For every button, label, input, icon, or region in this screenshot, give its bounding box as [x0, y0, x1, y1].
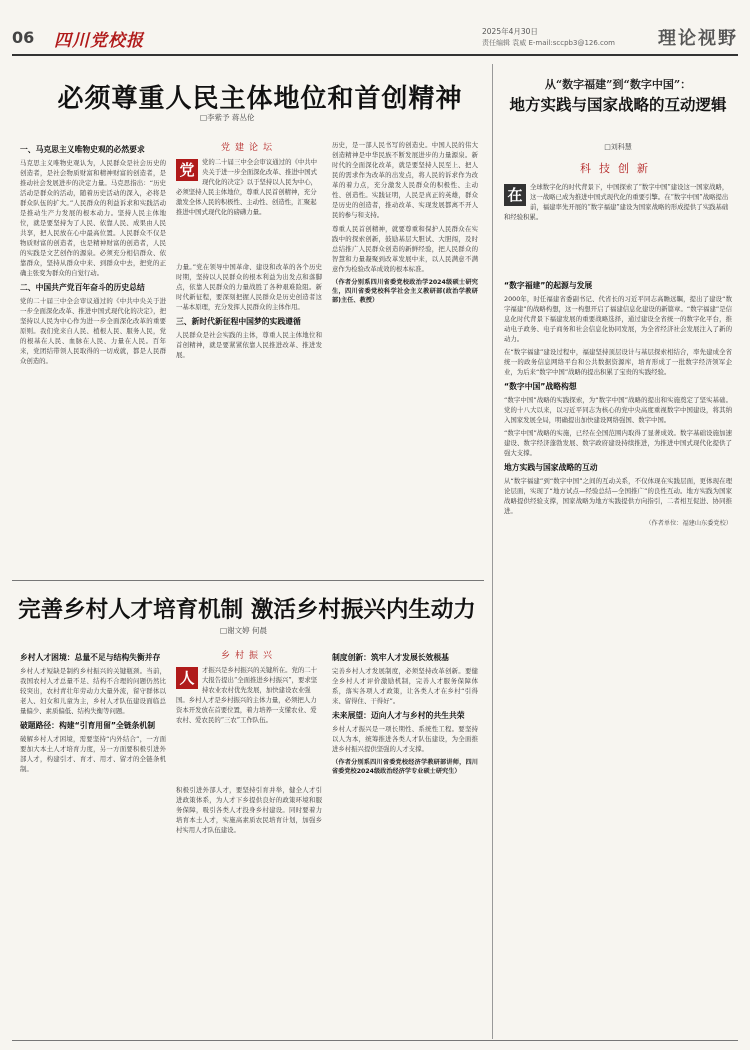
- editor-info: 责任编辑 袁威 E-mail:sccpb3@126.com: [482, 39, 615, 47]
- article1-col3-text: 历史，是一部人民书写的创造史。中国人民的伟大创造精神是中华民族不断发展进步的力量源泉。新时代的全面深化改革，就是要坚持人民至上、把人民的需求作为改革的出发点，将人民的诉求作为改革的着力点，充分激发人民群众的积极性、主动性、创造性。实践证明，人民是真正的英雄，群众是历史的创造者，推动改革、实现发展都离不开人民的参与和支持。: [332, 141, 478, 219]
- article1-col2-text: 力量。”党在领导中国革命、建设和改革的各个历史时期，坚持以人民群众的根本利益为出发点和落脚点，依靠人民群众的力量战胜了各种艰难险阻。新时代新征程，要深刻把握人民群众是历史创造者这一基本原理，充分发挥人民群众的主体作用。: [176, 263, 322, 311]
- sidebar-column-label-wrap: [504, 160, 732, 180]
- article2-sub1: 乡村人才困境：总量不足与结构失衡并存: [20, 653, 161, 662]
- article1-col1: [20, 140, 166, 366]
- paper-logo: 四川党校报: [54, 31, 144, 51]
- article2-col1b-text: 破解乡村人才困境，需要坚持“内外结合”，一方面要加大本土人才培育力度，另一方面要积极引进外部人才，构建引才、育才、用才、留才的全链条机制。: [20, 735, 166, 773]
- article1-col1b-text: 党的二十届三中全会审议通过的《中共中央关于进一步全面深化改革、推进中国式现代化的决定》，把坚持以人民为中心作为进一步全面深化改革的重要原则。我们党来自人民、植根人民、服务人民，党的根基在人民、血脉在人民、力量在人民。百年来，党团结带领人民取得的一切成就，都是人民群众创造的。: [20, 297, 166, 365]
- article2-col3b-text: 乡村人才振兴是一项长期性、系统性工程。要坚持以人为本，统筹推进各类人才队伍建设，为全面推进乡村振兴提供坚强的人才支撑。: [332, 725, 478, 753]
- article2-byline: □谢文婷 何晨: [220, 626, 267, 635]
- article2-sub3: 制度创新：筑牢人才发展长效根基: [332, 653, 449, 662]
- article1-sub1: 一、马克思主义唯物史观的必然要求: [20, 145, 145, 154]
- article2-col2-text: 积极引进外部人才，要坚持引育并举，健全人才引进政策体系，为人才下乡提供良好的政策环境和服务保障，吸引各类人才投身乡村建设。同时要着力培育本土人才，实施高素质农民培育计划，加强乡村实用人才队伍建设。: [176, 786, 322, 834]
- section-title: 理论视野: [658, 28, 738, 49]
- sidebar-body: [504, 276, 732, 529]
- sidebar-intro: 在 全球数字化的时代背景下，中国探索了“数字中国”建设这一国家战略，这一战略已成为推进中国式现代化的重要引擎。在“数字中国”战略提出前，福建率先开展的“数字福建”建设为国家战略的形成提供了实践基础和经验积累。: [504, 183, 729, 221]
- issue-date: 2025年4月30日: [482, 27, 538, 36]
- article2-col2: [176, 785, 322, 835]
- article2-box-text: 人 才振兴是乡村振兴的关键所在。党的二十大报告提出“全面推进乡村振兴”，要求坚持农业农村优先发展，加快建设农业强国。乡村人才是乡村振兴的主体力量，必须把人力资本开发放在首要位置，着力培养一支懂农业、爱农村、爱农民的“三农”工作队伍。: [176, 666, 318, 724]
- article1-dropcap: 党: [176, 159, 198, 181]
- sidebar-byline: □刘科慧: [604, 143, 632, 151]
- sidebar-sub2: “数字中国”战略构想: [504, 382, 577, 391]
- sidebar-p3: 从“数字福建”到“数字中国”之间的互动关系，不仅体现在实践层面，更体现在理论层面，实现了“地方试点—经验总结—全国推广”的良性互动。地方实践为国家战略提供经验支撑，国家战略为地方实践提供方向指引，二者相互促进、协同推进。: [504, 477, 732, 515]
- article1-col3b-text: 尊重人民首创精神，就要尊重和保护人民群众在实践中的探索创新，鼓励基层大胆试、大胆闯，及时总结推广人民群众创造的新鲜经验，把人民群众的智慧和力量凝聚到改革发展中来，以人民满意不满意作为检验改革成效的根本标准。: [332, 225, 478, 273]
- sidebar-author-note: （作者单位：福建山东委党校）: [645, 520, 732, 527]
- article1-col2b-text: 人民群众是社会实践的主体，尊重人民主体地位和首创精神，就是要紧紧依靠人民推进改革、推进发展。: [176, 331, 322, 359]
- sidebar-p1b: 在“数字福建”建设过程中，福建坚持顶层设计与基层探索相结合，率先建成全省统一的政务信息网络平台和公共数据资源库，培育形成了一批数字经济领军企业，为后来“数字中国”战略的提出积累了宝贵的实践经验。: [504, 348, 732, 376]
- article1-sub3: 三、新时代新征程中国梦的实践遵循: [176, 317, 301, 326]
- page-number: 06: [12, 28, 35, 47]
- article1-col3: [332, 140, 478, 305]
- sidebar-sub1: “数字福建”的起源与发展: [504, 281, 593, 290]
- article1-sub2: 二、中国共产党百年奋斗的历史总结: [20, 283, 145, 292]
- article2-editorial-box: [176, 648, 322, 778]
- header-rule: [12, 54, 738, 56]
- article2-title: 完善乡村人才培育机制 激活乡村振兴内生动力: [18, 597, 476, 623]
- article2-col3: [332, 648, 478, 776]
- article1-author-note: （作者分别系四川省委党校政治学2024级硕士研究生，四川省委党校科学社会主义教研部(政治学教研部)主任、教授）: [332, 279, 478, 304]
- article2-sub4: 未来展望：迈向人才与乡村的共生共荣: [332, 711, 465, 720]
- sidebar-dropcap: 在: [504, 184, 526, 206]
- sidebar-p1: 2000年，时任福建省委副书记、代省长的习近平同志高瞻远瞩，提出了建设“数字福建”的战略构想，这一构想开启了福建信息化建设的新篇章。“数字福建”是信息化时代背景下福建发展的重要战略选择，通过建设全省统一的数字化平台，推动电子政务、电子商务和社会信息化协同发展，为全省经济社会发展注入了新的动力。: [504, 295, 732, 343]
- sidebar-column-label: 科技创新: [580, 162, 656, 175]
- article2-col3-text: 完善乡村人才发展制度，必须坚持改革创新。要健全乡村人才评价激励机制，完善人才服务保障体系，落实各项人才政策，让各类人才在乡村“引得来、留得住、干得好”。: [332, 667, 478, 705]
- column-divider: [492, 64, 493, 1039]
- page-header: [12, 22, 738, 52]
- article2-kicker: 乡村振兴: [220, 651, 277, 661]
- article2-col1: [20, 648, 166, 774]
- sidebar-title: 地方实践与国家战略的互动逻辑: [509, 95, 727, 114]
- footer-rule: [12, 1040, 738, 1041]
- sidebar-sub3: 地方实践与国家战略的互动: [504, 463, 598, 472]
- article1-title: 必须尊重人民主体地位和首创精神: [57, 84, 463, 114]
- article1-editorial-box: [176, 140, 322, 258]
- article1-byline: □李紫予 蒋丛伦: [200, 113, 255, 122]
- article-separator: [12, 580, 484, 581]
- article2-col1-text: 乡村人才短缺是制约乡村振兴的关键瓶颈。当前，我国农村人才总量不足、结构不合理的问题仍然比较突出，农村青壮年劳动力大量外流，留守群体以老人、妇女和儿童为主，乡村人才队伍建设面临总量偏少、素质偏低、结构失衡等问题。: [20, 667, 166, 715]
- sidebar-p2: “数字中国”战略的实践探索，为“数字中国”战略的提出和实施奠定了坚实基础。党的十八大以来，以习近平同志为核心的党中央高度重视数字中国建设，将其纳入国家发展全局，明确提出加快建设网络强国、数字中国。: [504, 396, 732, 424]
- article1-kicker: 党建论坛: [220, 143, 277, 153]
- article1-box-text: 党 党的二十届三中全会审议通过的《中共中央关于进一步全面深化改革、推进中国式现代化的决定》以于坚持以人民为中心，必须坚持人民主体地位，尊重人民首创精神，充分激发全体人民的积极性、主动性、创造性，汇聚起推进中国式现代化的磅礴力量。: [176, 158, 318, 216]
- sidebar-kicker: 从“数字福建”到“数字中国”：: [544, 78, 692, 91]
- article1-col1-text: 马克思主义唯物史观认为，人民群众是社会历史的创造者，是社会物质财富和精神财富的创造者，是推动社会发展进步的决定力量。马克思指出：“历史活动是群众的活动，随着历史活动的深入，必将是群众队伍的扩大。”人民群众的利益诉求和实践活动是推动生产力发展的根本动力。坚持人民主体地位，就是要坚持为了人民、依靠人民、成果由人民共享，把人民放在心中最高位置。人民群众不仅是物质财富的创造者，也是精神财富的创造者，人民的实践是文艺创作的源泉。必须充分相信群众、依靠群众，坚持从群众中来、到群众中去，把党的正确主张变为群众的自觉行动。: [20, 159, 166, 277]
- article2-author-note: （作者分别系四川省委党校经济学教研部讲师，四川省委党校2024级政治经济学专业硕士研究生）: [332, 759, 478, 775]
- article2-sub2: 破题路径：构建“引育用留”全链条机制: [20, 721, 155, 730]
- article2-dropcap: 人: [176, 667, 198, 689]
- article1-col2: [176, 262, 322, 360]
- sidebar-p2b: “数字中国”战略的实施，已经在全国范围内取得了显著成效。数字基础设施加速建设、数字经济蓬勃发展、数字政府建设持续推进，为推进中国式现代化提供了强大支撑。: [504, 429, 732, 457]
